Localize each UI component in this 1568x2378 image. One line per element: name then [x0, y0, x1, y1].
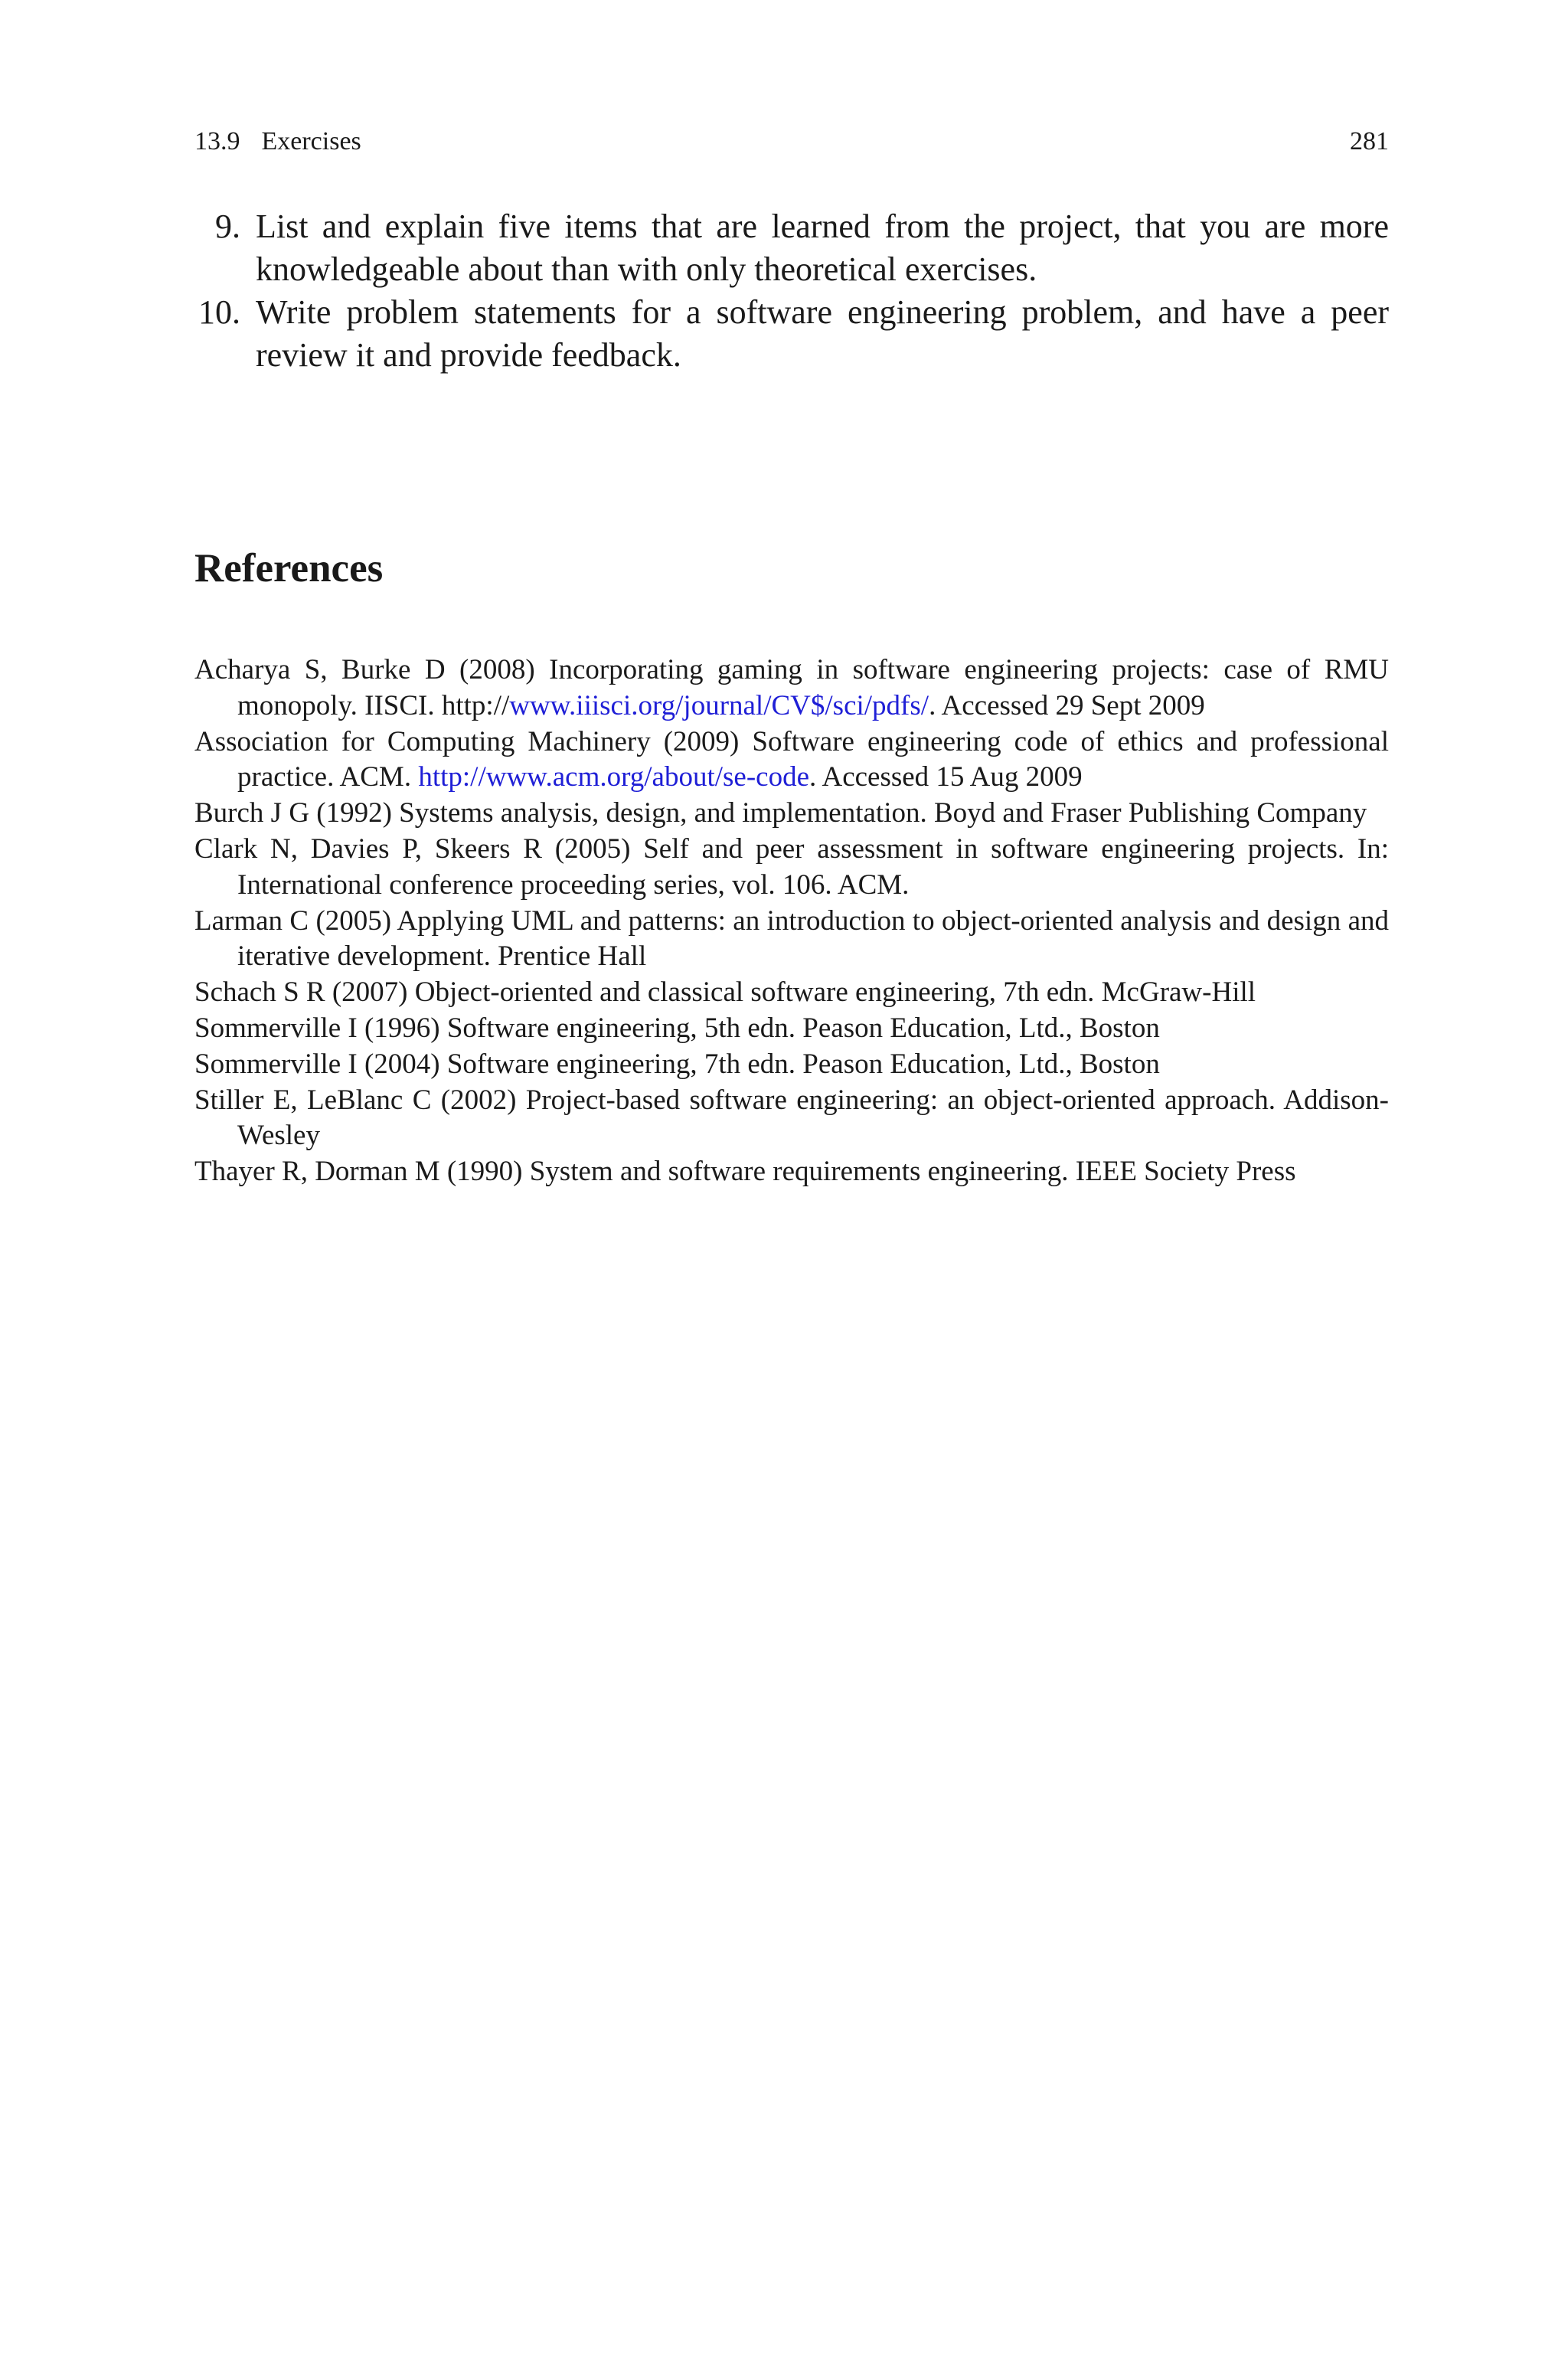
reference-entry — [194, 1083, 1389, 1155]
references-heading: References — [194, 546, 384, 590]
exercise-number: 9. — [215, 208, 240, 245]
reference-entry — [194, 975, 1389, 1011]
reference-entry — [194, 1047, 1389, 1083]
reference-entry — [194, 832, 1389, 904]
section-title: Exercises — [261, 127, 361, 155]
reference-link[interactable]: www.iiisci.org/journal/CV$/sci/pdfs/ — [509, 689, 929, 721]
reference-entry — [194, 1011, 1389, 1047]
running-head — [194, 126, 1389, 157]
reference-text: Stiller E, LeBlanc C (2002) Project-based software engineering: an object-oriented approach. Addison-Wesley — [194, 1084, 1389, 1152]
page-number: 281 — [1350, 127, 1389, 155]
reference-entry — [194, 904, 1389, 976]
exercise-text: List and explain five items that are learned from the project, that you are more knowledgeable about than with only theoretical exercises. — [256, 208, 1389, 288]
reference-text: Acharya S, Burke D (2008) Incorporating gaming in software engineering projects: case of RMU monopoly. IISCI. http:// — [194, 654, 1389, 721]
reference-link[interactable]: http://www.acm.org/about/se-code — [418, 761, 810, 793]
section-number: 13.9 — [194, 127, 240, 155]
exercise-text: Write problem statements for a software engineering problem, and have a peer review it and provide feedback. — [256, 293, 1389, 374]
reference-text: Clark N, Davies P, Skeers R (2005) Self and peer assessment in software engineering projects. In: International conference proceeding series, vol. 106. ACM. — [194, 832, 1389, 901]
reference-entry — [194, 796, 1389, 832]
exercise-number: 10. — [198, 293, 240, 331]
exercise-item — [194, 205, 1389, 291]
exercise-item — [194, 291, 1389, 377]
reference-text-tail: . Accessed 29 Sept 2009 — [929, 689, 1205, 721]
reference-entry — [194, 725, 1389, 796]
reference-text: Thayer R, Dorman M (1990) System and software requirements engineering. IEEE Society Press — [194, 1156, 1296, 1188]
reference-text-tail: . Accessed 15 Aug 2009 — [809, 761, 1083, 793]
reference-text: Sommerville I (1996) Software engineering, 5th edn. Peason Education, Ltd., Boston — [194, 1012, 1160, 1044]
reference-entry — [194, 653, 1389, 725]
reference-text: Sommerville I (2004) Software engineering, 7th edn. Peason Education, Ltd., Boston — [194, 1048, 1160, 1080]
reference-text: Schach S R (2007) Object-oriented and classical software engineering, 7th edn. McGraw-Hill — [194, 976, 1256, 1009]
reference-text: Larman C (2005) Applying UML and patterns: an introduction to object-oriented analysis and design and iterative development. Prentice Hall — [194, 904, 1389, 973]
running-head-section — [194, 126, 361, 157]
reference-entry — [194, 1154, 1389, 1190]
reference-list — [194, 653, 1389, 1190]
reference-text: Burch J G (1992) Systems analysis, design, and implementation. Boyd and Fraser Publishing Company — [194, 797, 1367, 829]
exercise-list — [194, 205, 1389, 377]
reference-text: Association for Computing Machinery (2009) Software engineering code of ethics and professional practice. ACM. — [194, 725, 1389, 793]
